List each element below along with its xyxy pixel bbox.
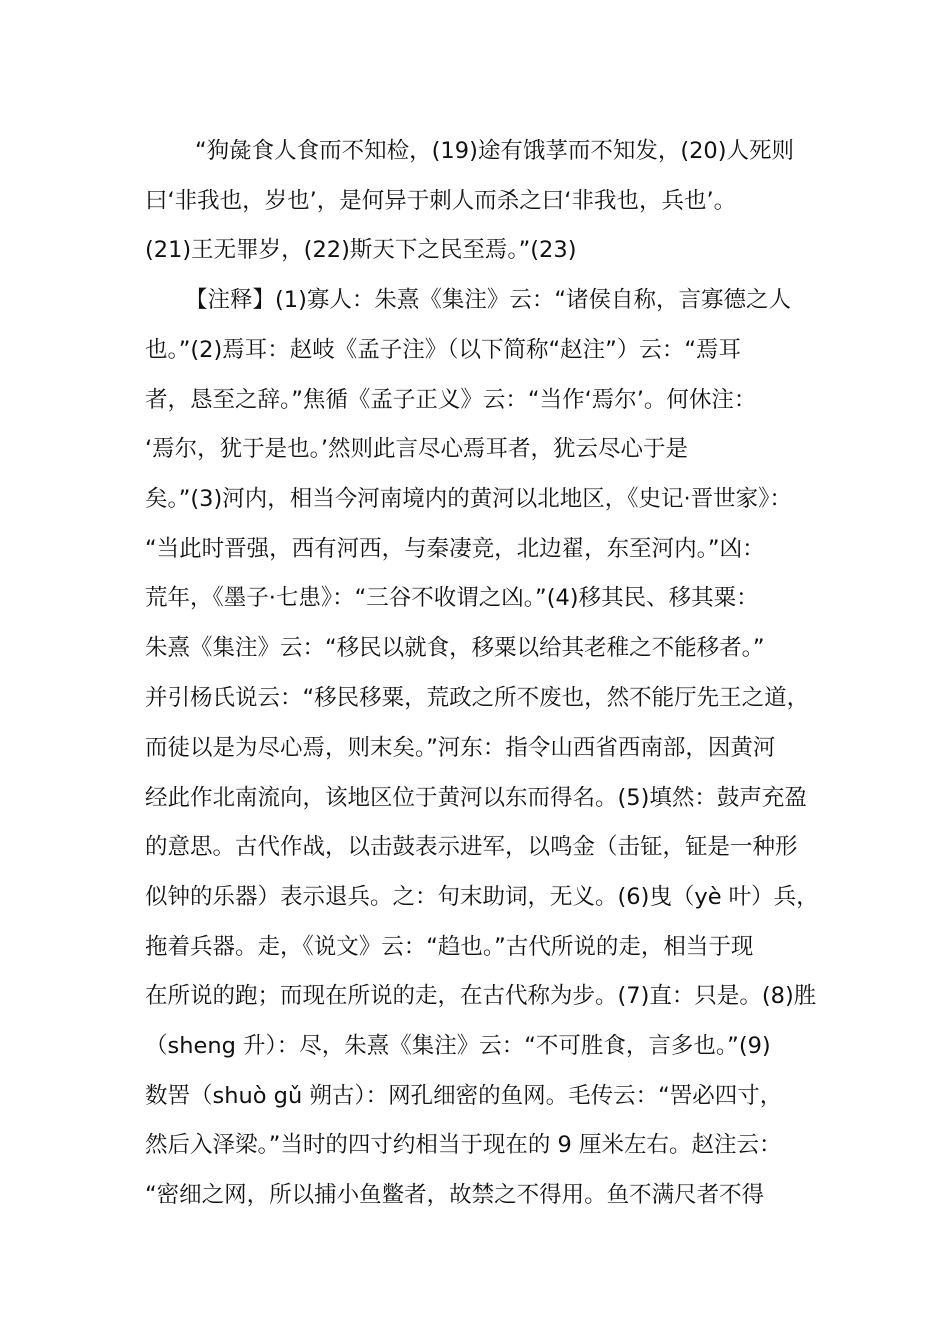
text-line: 而徒以是为尽心焉，则末矣。”河东：指令山西省西南部，因黄河 [145,735,776,761]
text-line: 然后入泽梁。”当时的四寸约相当于现在的 9 厘米左右。赵注云： [145,1132,782,1158]
text-line: 似钟的乐器）表示退兵。之：句末助词，无义。(6)曳（yè 叶）兵， [145,884,819,910]
text-line: “密细之网，所以捕小鱼鳖者，故禁之不得用。鱼不满尺者不得 [145,1182,765,1208]
text-line: ‘焉尔，犹于是也。’然则此言尽心焉耳者，犹云尽心于是 [145,436,689,462]
text-line: 者，恳至之辞。”焦循《孟子正义》云：“当作‘焉尔’。何休注： [145,387,757,413]
text-line: 在所说的跑；而现在所说的走，在古代称为步。(7)直：只是。(8)胜 [145,983,817,1009]
text-line: 荒年，《墨子·七患》：“三谷不收谓之凶。”(4)移其民、移其粟： [145,585,759,611]
text-line: 曰‘非我也，岁也’，是何异于刺人而杀之曰‘非我也，兵也’。 [145,188,737,214]
text-line: “当此时晋强，西有河西，与秦凄竞，北边翟，东至河内。”凶： [145,536,765,562]
text-line: “狗彘食人食而不知检，(19)途有饿莩而不知发，(20)人死则 [195,138,795,164]
text-line: 数罟（shuò gǔ 朔古）：网孔细密的鱼网。毛传云：“罟必四寸， [145,1083,783,1109]
text-line: 的意思。古代作战，以击鼓表示进军，以鸣金（击钲，钲是一种形 [145,834,798,860]
text-line: 也。”(2)焉耳：赵岐《孟子注》（以下简称“赵注”）云：“焉耳 [145,337,741,363]
text-line: 矣。”(3)河内，相当今河南境内的黄河以北地区，《史记·晋世家》： [145,486,792,512]
text-line: 朱熹《集注》云：“移民以就食，移粟以给其老稚之不能移者。” [145,635,765,661]
text-line: (21)王无罪岁，(22)斯天下之民至焉。”(23) [145,237,577,263]
text-line: （sheng 升）：尽，朱熹《集注》云：“不可胜食，言多也。”(9) [145,1033,771,1059]
text-line: 并引杨氏说云：“移民移粟，荒政之所不废也，然不能厅先王之道， [145,685,810,711]
text-line: 拖着兵器。走，《说文》云：“趋也。”古代所说的走，相当于现 [145,934,754,960]
text-line: 经此作北南流向，该地区位于黄河以东而得名。(5)填然：鼓声充盈 [145,785,807,811]
text-line: 【注释】(1)寡人：朱熹《集注》云：“诸侯自称，言寡德之人 [185,287,792,313]
